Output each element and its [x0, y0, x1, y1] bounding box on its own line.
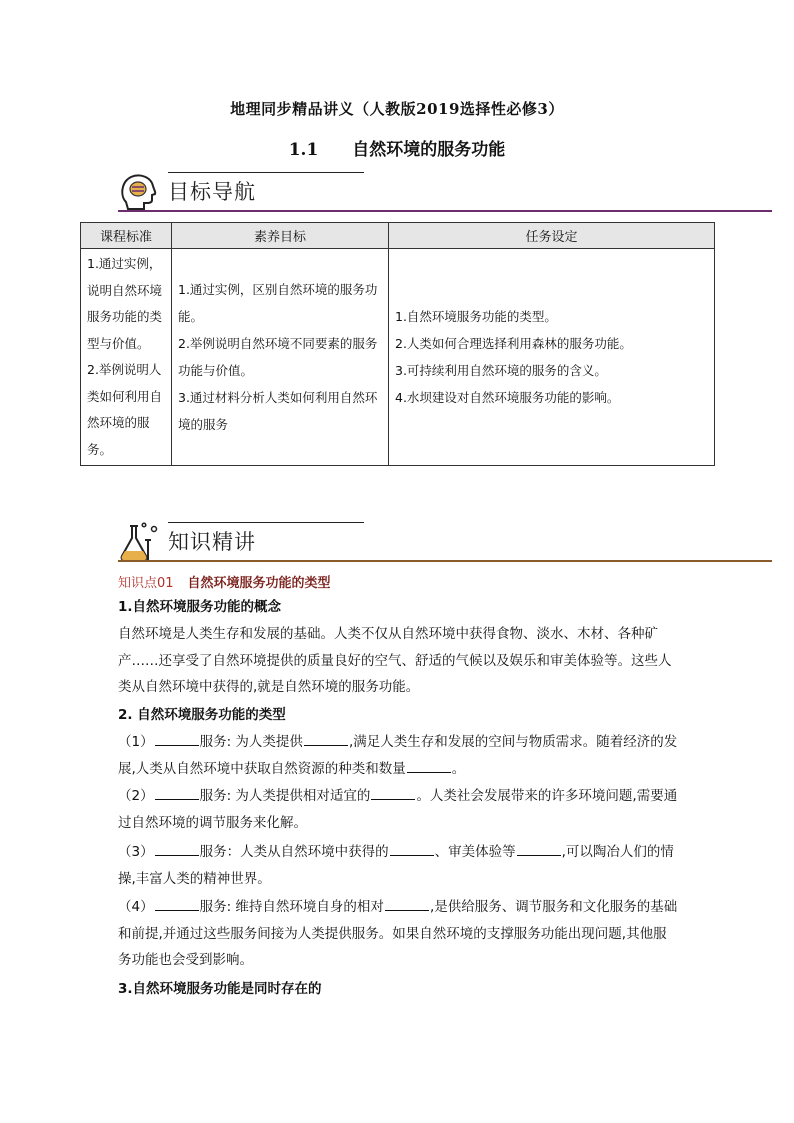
item-text: 服务: 为人类提供相对适宜的 [199, 788, 371, 804]
item-index: （2） [118, 788, 154, 804]
task-settings-cell [389, 249, 715, 466]
goals-table [80, 222, 715, 466]
item-text: 服务: 为人类提供 [199, 734, 303, 750]
flask-icon [118, 520, 160, 562]
fill-blank[interactable] [155, 731, 199, 746]
task-item: 3.可持续利用自然环境的服务的含义。 [395, 363, 607, 378]
goals-divider [118, 210, 772, 212]
service-item-2 [118, 783, 678, 836]
knowledge-overline [168, 522, 364, 523]
heading-concept: 1.自然环境服务功能的概念 [118, 599, 282, 615]
item-index: （1） [118, 734, 154, 750]
item-index: （4） [118, 899, 154, 915]
knowledge-point-number: 知识点01 [118, 576, 174, 591]
item-text: 服务：人类从自然环境中获得的 [199, 844, 389, 860]
fill-blank[interactable] [517, 841, 561, 856]
goals-table-header-row [81, 223, 715, 249]
literacy-goal-item: 3.通过材料分析人类如何利用自然环境的服务 [178, 390, 378, 432]
heading-coexist: 3.自然环境服务功能是同时存在的 [118, 981, 322, 997]
course-standard-item: 2.举例说明人类如何利用自然环境的服务。 [87, 362, 163, 457]
fill-blank[interactable] [390, 841, 434, 856]
fill-blank[interactable] [304, 731, 348, 746]
knowledge-point-label [118, 572, 331, 591]
header-task-settings: 任务设定 [389, 223, 715, 249]
knowledge-section-label: 知识精讲 [168, 530, 256, 554]
item-index: （3） [118, 844, 154, 860]
goals-overline [168, 172, 364, 173]
fill-blank[interactable] [155, 841, 199, 856]
task-item: 2.人类如何合理选择利用森林的服务功能。 [395, 336, 632, 351]
goals-section-label: 目标导航 [168, 180, 256, 204]
knowledge-section-header [118, 520, 772, 564]
course-standard-item: 1.通过实例，说明自然环境服务功能的类型与价值。 [87, 256, 163, 351]
item-text: ,满足人类生存和发展的空间与物质需求。随着经济的发展,人类从自然环境中获取自然资源的种类和数量 [118, 734, 678, 777]
task-item: 1.自然环境服务功能的类型。 [395, 309, 557, 324]
item-text: ,可以陶冶人们的情操,丰富人类的精神世界。 [118, 844, 674, 887]
item-text: 。人类社会发展带来的许多环境问题,需要通过自然环境的调节服务来化解。 [118, 788, 678, 831]
fill-blank[interactable] [155, 785, 199, 800]
service-item-1 [118, 729, 678, 782]
literacy-goal-item: 2.举例说明自然环境不同要素的服务功能与价值。 [178, 336, 378, 378]
service-item-4 [118, 894, 678, 974]
service-item-3 [118, 839, 678, 892]
task-item: 4.水坝建设对自然环境服务功能的影响。 [395, 390, 620, 405]
heading-types: 2. 自然环境服务功能的类型 [118, 707, 286, 723]
item-text: 服务: 维持自然环境自身的相对 [199, 899, 384, 915]
series-title: 地理同步精品讲义（人教版2019选择性必修3） [230, 100, 564, 118]
header-course-standard: 课程标准 [81, 223, 172, 249]
knowledge-point-title: 自然环境服务功能的类型 [187, 576, 331, 591]
literacy-goal-item: 1.通过实例，区别自然环境的服务功能。 [178, 282, 378, 324]
fill-blank[interactable] [371, 785, 415, 800]
lesson-number: 1.1 [288, 140, 319, 160]
literacy-goals-cell [172, 249, 389, 466]
head-idea-icon [118, 170, 160, 212]
goals-section-header [118, 170, 772, 214]
paragraph-concept: 自然环境是人类生存和发展的基础。人类不仅从自然环境中获得食物、淡水、木材、各种矿产……还享受了自然环境提供的质量良好的空气、舒适的气候以及娱乐和审美体验等。这些人类从自然环境中获得的,就是自然环境的服务功能。 [118, 626, 672, 695]
item-text: 。 [451, 760, 466, 777]
fill-blank[interactable] [407, 758, 451, 773]
fill-blank[interactable] [385, 896, 429, 911]
lesson-title [0, 135, 794, 160]
item-text: 、审美体验等 [434, 844, 516, 860]
fill-blank[interactable] [155, 896, 199, 911]
goals-table-row [81, 249, 715, 466]
knowledge-divider [118, 560, 772, 562]
lesson-title-text: 自然环境的服务功能 [352, 140, 506, 160]
course-standard-cell [81, 249, 172, 466]
header-literacy-goals: 素养目标 [172, 223, 389, 249]
item-text: ,是供给服务、调节服务和文化服务的基础和前提,并通过这些服务间接为人类提供服务。如果自然环境的支撑服务功能出现问题,其他服务功能也会受到影响。 [118, 899, 678, 968]
